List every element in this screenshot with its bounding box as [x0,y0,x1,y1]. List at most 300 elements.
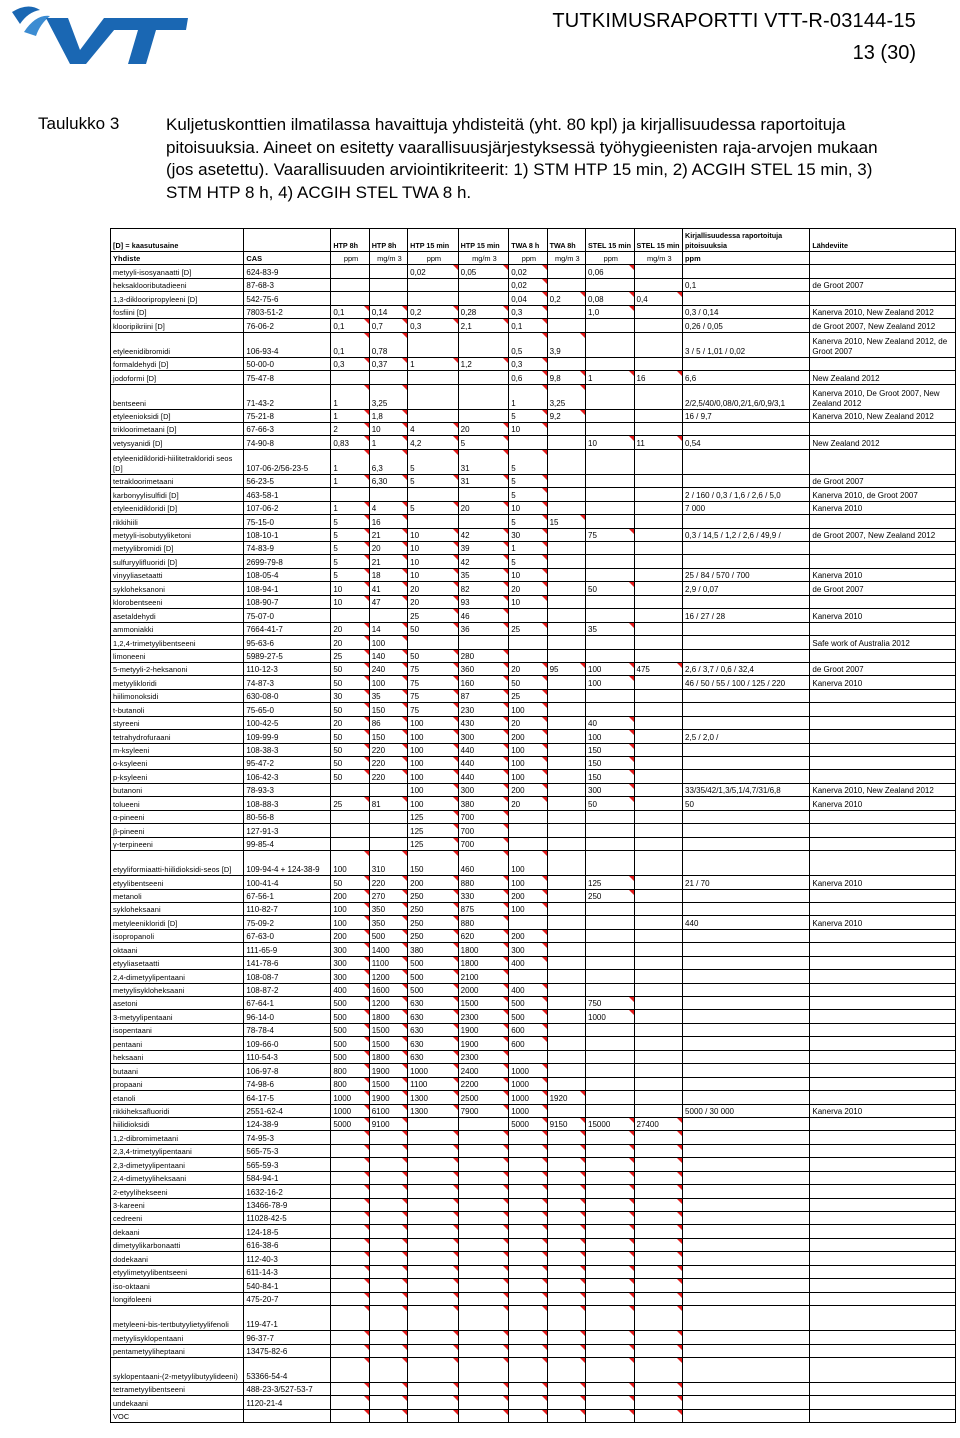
table-cell: 4 [369,501,407,514]
compound-cell: undekaani [111,1396,244,1409]
table-cell: 95 [547,662,585,675]
table-cell [634,929,683,942]
table-cell: 50-00-0 [244,357,331,370]
table-cell: 5 [408,501,459,514]
table-cell [683,474,810,487]
table-cell [547,689,585,702]
table-cell: 33/35/42/1,3/5,1/4,7/31/6,8 [683,783,810,796]
table-cell [683,1077,810,1090]
table-cell [586,929,635,942]
table-row [111,676,956,689]
table-cell [634,1198,683,1211]
table-cell [683,542,810,555]
table-cell [547,716,585,729]
table-cell: 127-91-3 [244,824,331,837]
table-cell: Kanerva 2010, de Groot 2007 [810,488,956,501]
table-cell [586,555,635,568]
table-cell [509,824,547,837]
table-cell: 20 [509,797,547,810]
table-cell [369,265,407,278]
table-cell [683,1409,810,1422]
table-cell [634,983,683,996]
compound-cell: metyyli-isosyanaatti [D] [111,265,244,278]
table-cell: 82 [458,582,509,595]
table-cell [810,851,956,876]
table-cell [547,1050,585,1063]
table-cell: 1500 [369,1077,407,1090]
table-cell: 3 / 5 / 1,01 / 0,02 [683,332,810,357]
table-cell [509,1144,547,1157]
table-cell [810,1252,956,1265]
table-cell: 475 [634,662,683,675]
table-cell: 1 [586,371,635,384]
table-cell: 0,02 [509,265,547,278]
table-cell: 46 / 50 / 55 / 100 / 125 / 220 [683,676,810,689]
table-cell: 1120-21-4 [244,1396,331,1409]
table-cell: 330 [458,889,509,902]
table-cell: 7803-51-2 [244,305,331,318]
compound-cell: etyleenidikloridi-hiilitetrakloridi seos [D] [111,449,244,474]
table-cell [547,1064,585,1077]
table-cell: 125 [408,810,459,823]
table-cell [408,1331,459,1344]
compound-cell: limoneeni [111,649,244,662]
table-cell [369,488,407,501]
table-cell [547,851,585,876]
table-cell [683,292,810,305]
table-cell [509,1185,547,1198]
table-cell: 220 [369,770,407,783]
table-cell: 0,05 [458,265,509,278]
table-cell: 616-38-6 [244,1238,331,1251]
table-cell: 107-06-2/56-23-5 [244,449,331,474]
compound-cell: oktaani [111,943,244,956]
table-cell [810,1238,956,1251]
table-cell [634,1331,683,1344]
table-cell: HTP 15 min [458,229,509,252]
table-cell: 3,25 [369,384,407,409]
table-row [111,1331,956,1344]
table-cell [810,689,956,702]
table-cell: 100 [509,876,547,889]
table-cell: 30 [509,528,547,541]
table-cell: 300 [509,943,547,956]
table-cell [509,1171,547,1184]
table-cell: 20 [408,595,459,608]
table-cell: 0,02 [509,278,547,291]
table-row [111,902,956,915]
table-cell: Safe work of Australia 2012 [810,636,956,649]
table-cell: 110-54-3 [244,1050,331,1063]
table-cell: 4 [408,422,459,435]
table-cell [634,757,683,770]
table-cell [810,1344,956,1357]
table-cell: 11 [634,436,683,449]
table-cell [634,997,683,1010]
table-cell [547,422,585,435]
table-cell [810,1158,956,1171]
table-cell [408,371,459,384]
table-cell [586,649,635,662]
compound-cell: 1,2,4-trimetyylibentseeni [111,636,244,649]
table-cell: 15000 [586,1117,635,1130]
table-cell: 300 [331,970,369,983]
table-cell [547,1238,585,1251]
table-cell [331,1344,369,1357]
table-cell: 880 [458,876,509,889]
table-cell [810,1050,956,1063]
table-cell: de Groot 2007 [810,278,956,291]
table-cell [547,488,585,501]
table-cell: 700 [458,837,509,850]
table-cell: 6100 [369,1104,407,1117]
table-cell [634,1050,683,1063]
table-cell [408,1306,459,1331]
table-cell [547,609,585,622]
table-cell [244,1409,331,1422]
table-cell [586,1212,635,1225]
table-cell: 50 [331,770,369,783]
table-cell [810,292,956,305]
table-cell [586,1104,635,1117]
table-cell: 0,3 / 0,14 [683,305,810,318]
table-cell: 1000 [586,1010,635,1023]
table-cell [586,1357,635,1382]
table-cell [683,1131,810,1144]
table-cell: 2 [331,422,369,435]
table-cell [586,595,635,608]
table-cell [547,1279,585,1292]
table-row [111,797,956,810]
table-cell [408,1382,459,1395]
table-row [111,1292,956,1305]
table-cell [547,1306,585,1331]
table-row [111,730,956,743]
table-cell: Kanerva 2010 [810,1104,956,1117]
table-cell [331,783,369,796]
table-cell: 611-14-3 [244,1265,331,1278]
table-cell [458,292,509,305]
table-cell: ppm [509,252,547,265]
table-cell: 95-63-6 [244,636,331,649]
table-cell [458,1117,509,1130]
table-cell [810,1023,956,1036]
table-cell [547,1252,585,1265]
table-cell: 700 [458,810,509,823]
table-cell [683,970,810,983]
compound-cell: cedreeni [111,1212,244,1225]
table-row [111,515,956,528]
table-cell: 100-41-4 [244,876,331,889]
table-cell: 109-66-0 [244,1037,331,1050]
table-cell: 2400 [458,1064,509,1077]
table-cell: 20 [331,636,369,649]
table-cell: Kanerva 2010 [810,876,956,889]
table-cell [586,319,635,332]
table-cell [683,1252,810,1265]
table-cell: 6,3 [369,449,407,474]
table-cell: HTP 8h [331,229,369,252]
table-cell [331,1396,369,1409]
table-cell: 200 [408,876,459,889]
table-cell: 2,1 [458,319,509,332]
table-cell [810,703,956,716]
table-cell: 0,37 [369,357,407,370]
table-cell: de Groot 2007, New Zealand 2012 [810,319,956,332]
table-row [111,1171,956,1184]
compound-cell: dodekaani [111,1252,244,1265]
table-cell [547,983,585,996]
table-cell [369,1331,407,1344]
table-cell [634,1144,683,1157]
table-cell: Kanerva 2010 [810,797,956,810]
table-cell: 0,7 [369,319,407,332]
table-cell [634,1212,683,1225]
table-cell: 0,26 / 0,05 [683,319,810,332]
table-cell [810,810,956,823]
table-row [111,889,956,902]
table-cell: 41 [369,582,407,595]
table-cell: 200 [331,929,369,942]
table-cell [634,595,683,608]
table-cell [683,1265,810,1278]
compound-cell: asetaldehydi [111,609,244,622]
table-cell [547,1292,585,1305]
table-cell [331,1382,369,1395]
table-cell: 400 [509,983,547,996]
table-cell: 74-98-6 [244,1077,331,1090]
table-cell: 440 [683,916,810,929]
table-cell [634,622,683,635]
table-row [111,568,956,581]
table-cell [683,1091,810,1104]
table-cell [547,916,585,929]
table-row [111,703,956,716]
table-cell [634,1091,683,1104]
table-cell [547,1131,585,1144]
table-cell [810,983,956,996]
table-cell: 93 [458,595,509,608]
table-cell [586,837,635,850]
table-cell [331,1292,369,1305]
table-cell [509,1396,547,1409]
table-cell [683,1023,810,1036]
table-cell [810,757,956,770]
compound-cell: metyylisykloheksaani [111,983,244,996]
table-row [111,292,956,305]
table-cell [509,1238,547,1251]
compound-cell: etyyliformiaatti-hiilidioksidi-seos [D] [111,851,244,876]
table-cell: 13466-78-9 [244,1198,331,1211]
compound-cell: sykloheksanoni [111,582,244,595]
table-cell [586,501,635,514]
table-row [111,449,956,474]
table-cell: 1900 [369,1091,407,1104]
table-cell: 250 [408,916,459,929]
compound-cell: 1,2-dibromimetaani [111,1131,244,1144]
compound-cell: t-butanoli [111,703,244,716]
table-cell [634,851,683,876]
table-cell: de Groot 2007, New Zealand 2012 [810,528,956,541]
table-cell: 10 [331,595,369,608]
table-cell [586,1344,635,1357]
compound-cell: 2-etyyliheksееni [111,1185,244,1198]
table-cell: 74-95-3 [244,1131,331,1144]
table-cell [683,422,810,435]
table-cell [369,1306,407,1331]
table-cell: 2,5 / 2,0 / [683,730,810,743]
table-cell [586,1238,635,1251]
table-cell: 1000 [509,1104,547,1117]
table-row [111,636,956,649]
table-cell: 500 [408,956,459,969]
table-cell [458,1198,509,1211]
table-cell: 56-23-5 [244,474,331,487]
table-cell: 108-87-2 [244,983,331,996]
table-cell: 150 [586,770,635,783]
table-cell [586,384,635,409]
table-cell: 100 [408,770,459,783]
header-row [111,229,956,252]
table-cell: 0,83 [331,436,369,449]
table-cell [683,1331,810,1344]
table-cell [810,595,956,608]
table-cell [331,837,369,850]
compound-cell: 2,3,4-trimetyylipentaani [111,1144,244,1157]
table-cell: 20 [509,662,547,675]
table-cell: 750 [586,997,635,1010]
table-row [111,384,956,409]
table-cell [458,1306,509,1331]
table-caption: Kuljetuskonttien ilmatilassa havaittuja yhdisteitä (yht. 80 kpl) ja kirjallisuudessa raportoituja pitoisuuksia. Aineet on esitetty vaarallisuusjärjestyksessä työhygieenisten raja-arvojen mukaan (jos asetettu). Vaarallisuuden arviointikriteerit: 1) STM HTP 15 min, 2) ACGIH STEL 15 min, 3) STM HTP 8 h, 4) ACGIH STEL TWA 8 h. [166,115,878,202]
table-cell: 100 [331,851,369,876]
table-cell [331,824,369,837]
table-cell: 1400 [369,943,407,956]
table-row [111,1409,956,1422]
table-cell [634,1185,683,1198]
table-cell: 270 [369,889,407,902]
table-row [111,1198,956,1211]
table-cell [458,1212,509,1225]
compound-cell: vinyyliasetaatti [111,568,244,581]
table-cell [586,1050,635,1063]
table-cell: 880 [458,916,509,929]
table-cell: 1 [331,384,369,409]
table-cell: 475-20-7 [244,1292,331,1305]
table-cell: 20 [331,716,369,729]
table-cell: 10 [408,568,459,581]
table-row [111,1010,956,1023]
compound-cell: etyyliasetaatti [111,956,244,969]
table-cell [458,1252,509,1265]
table-cell: mg/m 3 [547,252,585,265]
table-cell: 200 [509,783,547,796]
table-row [111,265,956,278]
table-cell: 800 [331,1077,369,1090]
table-cell: 125 [408,824,459,837]
table-cell: 5 [331,542,369,555]
table-cell [331,1131,369,1144]
table-cell [810,1037,956,1050]
table-cell [369,1265,407,1278]
table-cell: 96-14-0 [244,1010,331,1023]
table-cell [547,956,585,969]
table-cell: TWA 8 h [509,229,547,252]
table-cell [634,1104,683,1117]
table-cell: mg/m 3 [634,252,683,265]
table-cell: 50 [509,676,547,689]
table-cell: 488-23-3/527-53-7 [244,1382,331,1395]
table-cell: 35 [586,622,635,635]
table-cell: 440 [458,757,509,770]
table-cell [547,265,585,278]
table-cell [683,1225,810,1238]
table-cell [509,1382,547,1395]
table-cell: 0,3 [408,319,459,332]
table-cell: 100 [369,676,407,689]
compound-cell: jodoformi [D] [111,371,244,384]
table-cell: 350 [369,902,407,915]
table-cell [547,1171,585,1184]
table-cell [810,515,956,528]
table-cell: 16 / 27 / 28 [683,609,810,622]
table-cell: 10 [509,422,547,435]
table-row [111,1357,956,1382]
table-cell: 500 [331,997,369,1010]
table-cell [634,474,683,487]
table-cell: 81 [369,797,407,810]
table-cell: 5 [509,515,547,528]
table-cell: 111-65-9 [244,943,331,956]
table-cell: 50 [331,743,369,756]
table-cell: 110-12-3 [244,662,331,675]
table-cell [586,1091,635,1104]
table-cell [810,716,956,729]
table-row [111,305,956,318]
table-cell: TWA 8h [547,229,585,252]
table-cell [634,555,683,568]
table-cell [547,1344,585,1357]
table-cell [547,568,585,581]
table-cell: 9100 [369,1117,407,1130]
table-cell: 0,14 [369,305,407,318]
table-cell [547,1396,585,1409]
table-cell: 1600 [369,983,407,996]
table-cell [408,1279,459,1292]
table-cell [586,1037,635,1050]
table-cell [547,1198,585,1211]
table-cell [810,1212,956,1225]
compound-cell: ammoniakki [111,622,244,635]
table-cell: 7664-41-7 [244,622,331,635]
table-cell [634,1238,683,1251]
table-cell: 106-93-4 [244,332,331,357]
table-cell [509,970,547,983]
table-cell [586,568,635,581]
table-cell: 50 [408,622,459,635]
table-cell: 0,04 [509,292,547,305]
table-cell: 125 [408,837,459,850]
table-cell [547,595,585,608]
table-cell: 0,1 [509,319,547,332]
table-cell: 100 [408,757,459,770]
table-cell [369,292,407,305]
table-cell [683,449,810,474]
table-cell: 5 [331,568,369,581]
table-cell: 1800 [369,1010,407,1023]
table-cell: 542-75-6 [244,292,331,305]
table-cell [810,970,956,983]
